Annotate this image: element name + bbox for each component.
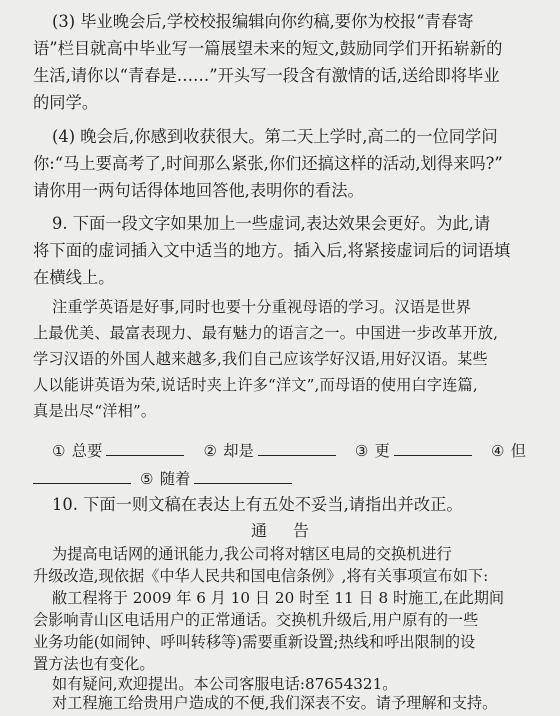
notice-line-6: 置方法也有变化。 <box>33 655 155 673</box>
option-5-word: 随着 <box>159 470 191 488</box>
item3-line-1: (3) 毕业晚会后,学校校报编辑向你约稿,要你为校报“青春寄 <box>52 12 474 31</box>
passage-line-1: 注重学英语是好事,同时也要十分重视母语的学习。汉语是世界 <box>52 298 472 316</box>
passage-line-5: 真是出尽“洋相”。 <box>33 402 157 420</box>
q9-line-2: 将下面的虚词插入文中适当的地方。插入后,将紧接虚词后的词语填 <box>33 241 511 260</box>
option-4-word: 但 <box>510 442 527 460</box>
option-2-blank[interactable] <box>258 439 336 456</box>
passage-line-4: 人以能讲英语为荣,说话时夹上许多“洋文”,而母语的使用白字连篇, <box>33 376 478 394</box>
option-1-blank[interactable] <box>106 439 184 456</box>
option-2 <box>203 439 339 462</box>
q9-line-1: 9. 下面一段文字如果加上一些虚词,表达效果会更好。为此,请 <box>52 214 491 233</box>
q9-line-3: 在横线上。 <box>33 268 115 287</box>
option-4 <box>491 440 526 462</box>
item4-line-3: 请你用一两句话得体地回答他,表明你的看法。 <box>33 181 364 200</box>
options-row-2 <box>33 467 560 490</box>
option-1-number: ① <box>52 442 66 460</box>
option-1-word: 总要 <box>71 442 103 460</box>
option-5 <box>140 467 296 490</box>
passage-line-2: 上最优美、最富表现力、最有魅力的语言之一。中国进一步改革开放, <box>33 324 499 342</box>
notice-line-8: 对工程施工给贵用户造成的不便,我们深表不安。请予理解和支持。 <box>52 694 498 712</box>
option-3-blank[interactable] <box>394 439 472 456</box>
item3-line-2: 语”栏目就高中毕业写一篇展望未来的短文,鼓励同学们开拓崭新的 <box>33 39 503 58</box>
notice-line-7: 如有疑问,欢迎提出。本公司客服电话:87654321。 <box>52 675 398 693</box>
option-2-number: ② <box>203 442 218 460</box>
option-3-number: ③ <box>354 442 369 460</box>
option-3-word: 更 <box>374 442 390 460</box>
options-row-1 <box>52 439 560 462</box>
q10-text: 10. 下面一则文稿在表达上有五处不妥当,请指出并改正。 <box>52 495 463 514</box>
notice-line-2: 升级改造,现依据《中华人民共和国电信条例》,将有关事项宣布如下: <box>33 567 489 585</box>
notice-line-1: 为提高电话网的通讯能力,我公司将对辖区电局的交换机进行 <box>52 545 452 563</box>
option-2-word: 却是 <box>223 442 254 460</box>
notice-line-3: 敝工程将于 2009 年 6 月 10 日 20 时至 11 日 8 时施工,在此期间 <box>52 589 505 607</box>
option-4-blank[interactable] <box>33 467 131 484</box>
option-3 <box>355 439 476 462</box>
notice-line-5: 业务功能(如闹钟、呼叫转移等)需要重新设置;热线和呼出限制的设 <box>33 633 476 651</box>
item3-line-3: 生活,请你以“青春是……”开头写一段含有激情的话,送给即将毕业 <box>33 66 500 85</box>
notice-line-4: 会影响青山区电话用户的正常通话。交换机升级后,用户原有的一些 <box>33 611 479 629</box>
passage-line-3: 学习汉语的外国人越来越多,我们自己应该学好汉语,用好汉语。某些 <box>33 350 488 368</box>
item4-line-2: 你:“马上要高考了,时间那么紧张,你们还搞这样的活动,划得来吗?” <box>33 154 503 173</box>
option-1 <box>52 439 188 462</box>
option-5-blank[interactable] <box>194 467 292 484</box>
item4-line-1: (4) 晚会后,你感到收获很大。第二天上学时,高二的一位同学问 <box>52 127 498 146</box>
item3-line-4: 的同学。 <box>33 93 99 112</box>
option-4-number: ④ <box>490 442 505 460</box>
option-5-number: ⑤ <box>139 470 154 488</box>
notice-title: 通告 <box>250 521 335 540</box>
